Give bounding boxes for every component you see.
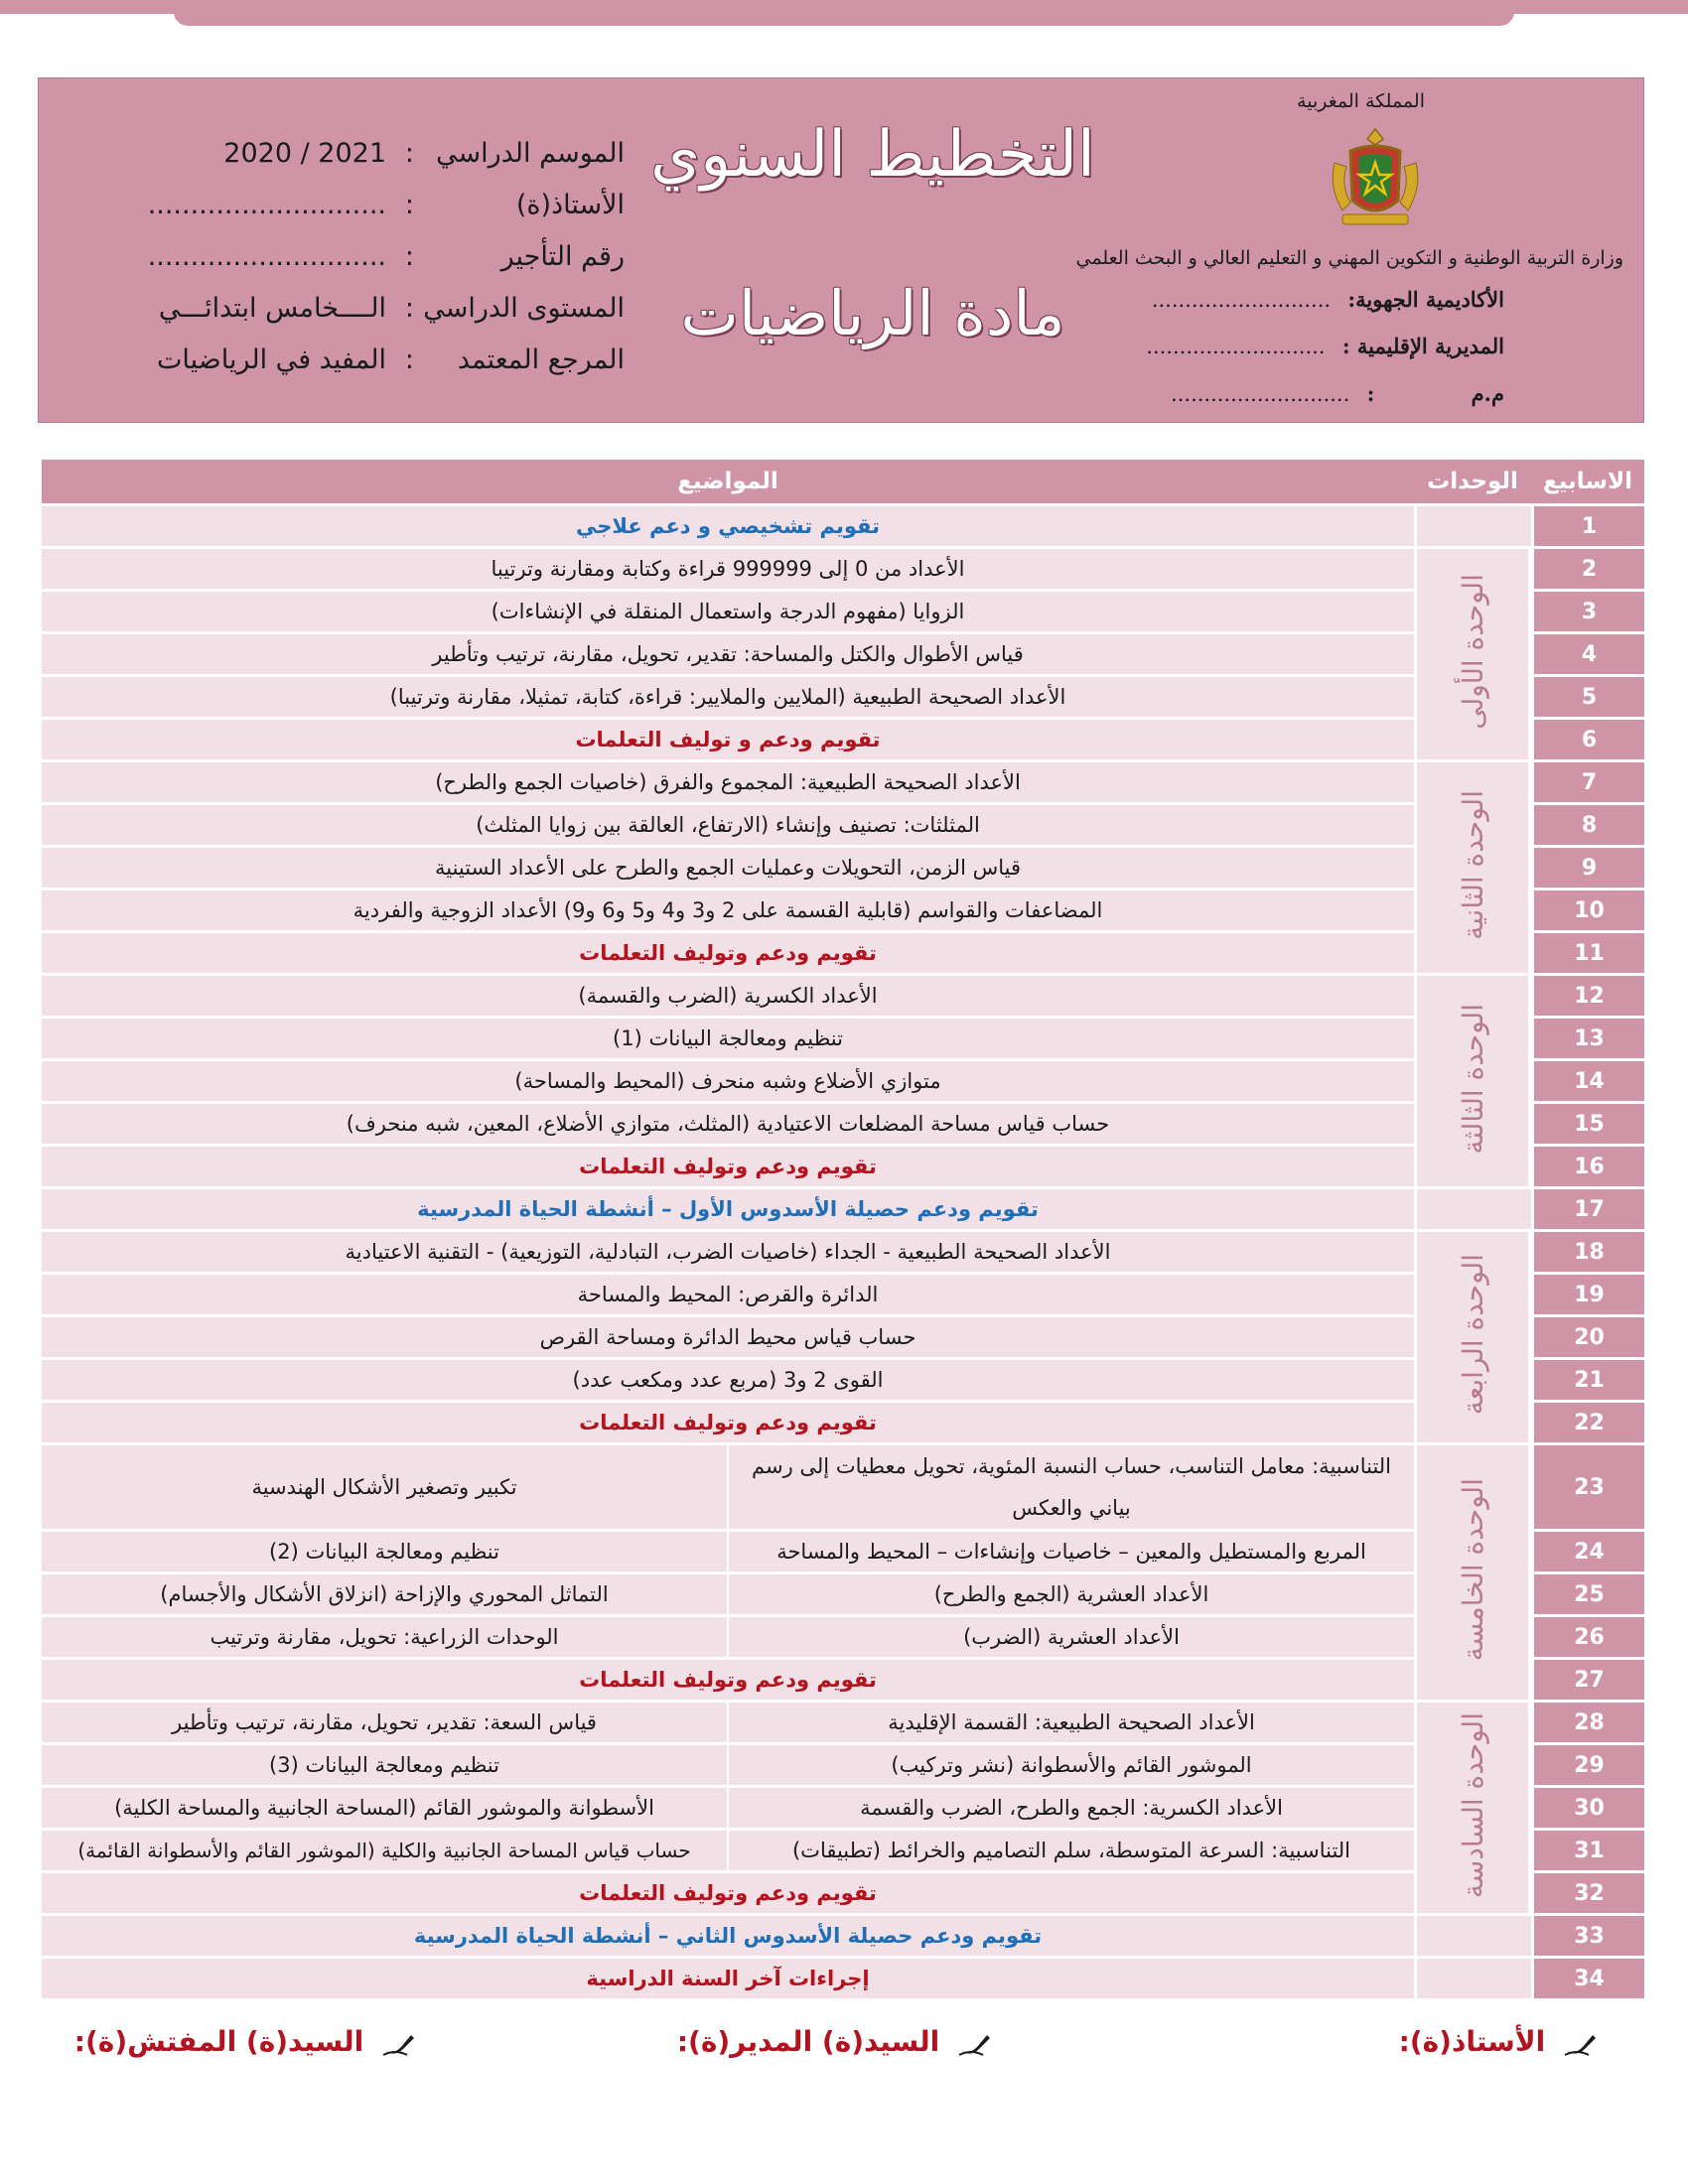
school-value: ...........................: [1171, 382, 1350, 406]
directorate-label: المديرية الإقليمية :: [1341, 334, 1504, 358]
topic-cell: تقويم ودعم وتوليف التعلمات: [42, 933, 1414, 973]
table-row: [42, 933, 1644, 973]
week-cell: 30: [1531, 1788, 1644, 1828]
week-cell: 11: [1531, 933, 1644, 973]
reg-label: رقم التأجير: [500, 241, 625, 272]
ref-label: المرجع المعتمد: [457, 344, 625, 375]
table-row: [42, 1916, 1644, 1956]
table-row: [42, 1660, 1644, 1700]
week-cell: 9: [1531, 848, 1644, 887]
colon: :: [404, 344, 414, 375]
week-cell: 27: [1531, 1660, 1644, 1700]
table-row: [42, 1019, 1644, 1058]
unit-label: الوحدة السادسة: [1456, 1711, 1489, 1899]
table-row: [42, 720, 1644, 759]
table-row: [42, 976, 1644, 1016]
unit-cell: [1414, 976, 1531, 1186]
pen-icon: [381, 2029, 417, 2057]
table-row: [42, 1788, 1644, 1828]
school-label: م.م: [1471, 381, 1504, 406]
unit-label: الوحدة الخامسة: [1456, 1478, 1489, 1662]
topic-cell-a: التناسبية: السرعة المتوسطة، سلم التصاميم والخرائط (تطبيقات): [727, 1831, 1414, 1870]
table-row: [42, 1403, 1644, 1442]
topic-cell: المثلثات: تصنيف وإنشاء (الارتفاع، العالقة بين زوايا المثلث): [42, 805, 1414, 845]
header-panel: [38, 77, 1644, 423]
level-label: المستوى الدراسي: [423, 293, 625, 324]
topic-cell: تقويم ودعم حصيلة الأسدوس الأول – أنشطة الحياة المدرسية: [42, 1189, 1414, 1229]
topic-cell: حساب قياس محيط الدائرة ومساحة القرص: [42, 1317, 1414, 1357]
inspector-signature: [74, 2025, 417, 2058]
ministry-label: وزارة التربية الوطنية و التكوين المهني و التعليم العالي و البحث العلمي: [1075, 247, 1623, 269]
topic-cell-a: الأعداد الكسرية: الجمع والطرح، الضرب والقسمة: [727, 1788, 1414, 1828]
week-cell: 4: [1531, 634, 1644, 674]
topic-cell: تقويم ودعم وتوليف التعلمات: [42, 1660, 1414, 1700]
topic-cell: تقويم ودعم حصيلة الأسدوس الثاني – أنشطة الحياة المدرسية: [42, 1916, 1414, 1956]
table-row: [42, 1574, 1644, 1614]
topic-cell-b: تكبير وتصغير الأشكال الهندسية: [42, 1445, 727, 1529]
topic-cell: المضاعفات والقواسم (قابلية القسمة على 2 و3 و4 و5 و6 و9) الأعداد الزوجية والفردية: [42, 890, 1414, 930]
topic-cell-b: حساب قياس المساحة الجانبية والكلية (الموشور القائم والأسطوانة القائمة): [42, 1831, 727, 1870]
topic-cell: تقويم ودعم و توليف التعلمات: [42, 720, 1414, 759]
page-title: التخطيط السنوي: [650, 118, 1095, 192]
planning-table-wrap: [42, 457, 1644, 2001]
unit-label: الوحدة الثانية: [1456, 790, 1489, 940]
unit-label: الوحدة الرابعة: [1456, 1254, 1489, 1416]
topic-cell: تنظيم ومعالجة البيانات (1): [42, 1019, 1414, 1058]
academy-value: ...........................: [1151, 288, 1332, 312]
table-header-row: [42, 460, 1644, 503]
topic-cell-b: قياس السعة: تقدير، تحويل، مقارنة، ترتيب وتأطير: [42, 1703, 727, 1742]
table-row: [42, 677, 1644, 717]
week-cell: 21: [1531, 1360, 1644, 1400]
col-weeks-header: الاسابيع: [1531, 460, 1644, 503]
unit-cell-empty: [1414, 506, 1531, 546]
week-cell: 1: [1531, 506, 1644, 546]
week-cell: 3: [1531, 592, 1644, 631]
unit-cell: [1414, 762, 1531, 973]
topic-cell-a: الأعداد الصحيحة الطبيعية: القسمة الإقليدية: [727, 1703, 1414, 1742]
topic-cell-a: التناسبية: معامل التناسب، حساب النسبة المئوية، تحويل معطيات إلى رسم بياني والعكس: [727, 1445, 1414, 1529]
table-row: [42, 1275, 1644, 1314]
week-cell: 32: [1531, 1873, 1644, 1913]
director-signature: [677, 2025, 993, 2058]
academy-row: [1152, 287, 1504, 312]
teacher-signature-label: الأستاذ(ة):: [1398, 2025, 1546, 2058]
colon: :: [404, 190, 414, 220]
topic-cell-a: الموشور القائم والأسطوانة (نشر وتركيب): [727, 1745, 1414, 1785]
week-cell: 12: [1531, 976, 1644, 1016]
week-cell: 6: [1531, 720, 1644, 759]
topic-cell: تقويم تشخيصي و دعم علاجي: [42, 506, 1414, 546]
school-colon: :: [1366, 381, 1375, 406]
table-row: [42, 634, 1644, 674]
teacher-value: ............................: [147, 190, 386, 220]
week-cell: 13: [1531, 1019, 1644, 1058]
topic-cell: تقويم ودعم وتوليف التعلمات: [42, 1873, 1414, 1913]
table-row: [42, 848, 1644, 887]
teacher-row: [108, 180, 625, 231]
topic-cell: الأعداد الصحيحة الطبيعية (الملايين والملايير: قراءة، كتابة، تمثيلا، مقارنة وترتيبا): [42, 677, 1414, 717]
coat-of-arms-icon: [1321, 123, 1430, 232]
unit-cell: [1414, 1445, 1531, 1700]
unit-cell: [1414, 1703, 1531, 1913]
topic-cell: تقويم ودعم وتوليف التعلمات: [42, 1147, 1414, 1186]
pen-icon: [957, 2029, 993, 2057]
table-row: [42, 1873, 1644, 1913]
week-cell: 18: [1531, 1232, 1644, 1272]
subject-title: مادة الرياضيات: [680, 277, 1065, 349]
season-label: الموسم الدراسي: [435, 138, 625, 169]
table-row: [42, 1232, 1644, 1272]
table-row: [42, 1959, 1644, 1998]
academy-label: الأكاديمية الجهوية:: [1347, 287, 1504, 312]
topic-cell: الزوايا (مفهوم الدرجة واستعمال المنقلة في الإنشاءات): [42, 592, 1414, 631]
topic-cell-b: التماثل المحوري والإزاحة (انزلاق الأشكال والأجسام): [42, 1574, 727, 1614]
top-decoration: [174, 0, 1514, 26]
planning-table: [42, 457, 1644, 2001]
table-row: [42, 1104, 1644, 1144]
topic-cell: قياس الأطوال والكتل والمساحة: تقدير، تحويل، مقارنة، ترتيب وتأطير: [42, 634, 1414, 674]
table-row: [42, 1445, 1644, 1529]
unit-cell-empty: [1414, 1189, 1531, 1229]
directorate-row: [1146, 334, 1504, 358]
week-cell: 19: [1531, 1275, 1644, 1314]
week-cell: 8: [1531, 805, 1644, 845]
ref-value: المفيد في الرياضيات: [157, 344, 386, 375]
reg-row: [108, 231, 625, 283]
topic-cell-a: الأعداد العشرية (الضرب): [727, 1617, 1414, 1657]
topic-cell-a: المربع والمستطيل والمعين – خاصيات وإنشاءات – المحيط والمساحة: [727, 1532, 1414, 1571]
week-cell: 14: [1531, 1061, 1644, 1101]
table-row: [42, 1147, 1644, 1186]
info-block: [108, 128, 625, 386]
signature-footer: [0, 2025, 1688, 2085]
topic-cell: الأعداد الصحيحة الطبيعية: المجموع والفرق (خاصيات الجمع والطرح): [42, 762, 1414, 802]
table-row: [42, 1831, 1644, 1870]
school-row: [1171, 381, 1504, 406]
week-cell: 17: [1531, 1189, 1644, 1229]
week-cell: 28: [1531, 1703, 1644, 1742]
topic-cell-b: الوحدات الزراعية: تحويل، مقارنة وترتيب: [42, 1617, 727, 1657]
week-cell: 7: [1531, 762, 1644, 802]
level-value: الــــخامس ابتدائـــي: [158, 293, 386, 324]
week-cell: 34: [1531, 1959, 1644, 1998]
pen-icon: [1563, 2029, 1599, 2057]
topic-cell-a: الأعداد العشرية (الجمع والطرح): [727, 1574, 1414, 1614]
topic-cell-b: تنظيم ومعالجة البيانات (3): [42, 1745, 727, 1785]
week-cell: 26: [1531, 1617, 1644, 1657]
table-row: [42, 506, 1644, 546]
topic-cell: حساب قياس مساحة المضلعات الاعتيادية (المثلث، متوازي الأضلاع، المعين، شبه منحرف): [42, 1104, 1414, 1144]
ref-row: [108, 335, 625, 386]
table-row: [42, 1061, 1644, 1101]
unit-cell: [1414, 549, 1531, 759]
table-row: [42, 890, 1644, 930]
topic-cell: قياس الزمن، التحويلات وعمليات الجمع والطرح على الأعداد الستينية: [42, 848, 1414, 887]
directorate-value: ...........................: [1146, 335, 1326, 358]
topic-cell: الأعداد من 0 إلى 999999 قراءة وكتابة ومقارنة وترتيبا: [42, 549, 1414, 589]
week-cell: 5: [1531, 677, 1644, 717]
table-row: [42, 549, 1644, 589]
table-row: [42, 592, 1644, 631]
unit-cell-empty: [1414, 1916, 1531, 1956]
topic-cell-b: تنظيم ومعالجة البيانات (2): [42, 1532, 727, 1571]
director-signature-label: السيد(ة) المدير(ة):: [676, 2025, 940, 2058]
table-row: [42, 1745, 1644, 1785]
table-row: [42, 762, 1644, 802]
inspector-signature-label: السيد(ة) المفتش(ة):: [73, 2025, 364, 2058]
unit-label: الوحدة الثالثة: [1456, 1003, 1489, 1155]
table-row: [42, 805, 1644, 845]
season-row: [108, 128, 625, 180]
topic-cell: تقويم ودعم وتوليف التعلمات: [42, 1403, 1414, 1442]
topic-cell: الأعداد الصحيحة الطبيعية - الجداء (خاصيات الضرب، التبادلية، التوزيعية) - التقنية الاعتيادية: [42, 1232, 1414, 1272]
kingdom-label: المملكة المغربية: [1297, 90, 1425, 112]
week-cell: 25: [1531, 1574, 1644, 1614]
table-row: [42, 1317, 1644, 1357]
level-row: [108, 283, 625, 335]
topic-cell: الأعداد الكسرية (الضرب والقسمة): [42, 976, 1414, 1016]
table-row: [42, 1532, 1644, 1571]
week-cell: 16: [1531, 1147, 1644, 1186]
col-topics-header: المواضيع: [42, 460, 1414, 503]
week-cell: 15: [1531, 1104, 1644, 1144]
week-cell: 20: [1531, 1317, 1644, 1357]
unit-label: الوحدة الأولى: [1456, 574, 1489, 730]
week-cell: 31: [1531, 1831, 1644, 1870]
teacher-signature: [1399, 2025, 1599, 2058]
topic-cell: متوازي الأضلاع وشبه منحرف (المحيط والمساحة): [42, 1061, 1414, 1101]
topic-cell: الدائرة والقرص: المحيط والمساحة: [42, 1275, 1414, 1314]
season-value: 2021 / 2020: [223, 138, 386, 169]
reg-value: ............................: [147, 241, 386, 272]
week-cell: 24: [1531, 1532, 1644, 1571]
topic-cell-b: الأسطوانة والموشور القائم (المساحة الجانبية والمساحة الكلية): [42, 1788, 727, 1828]
colon: :: [404, 241, 414, 272]
topic-cell: إجراءات آخر السنة الدراسية: [42, 1959, 1414, 1998]
week-cell: 29: [1531, 1745, 1644, 1785]
table-row: [42, 1617, 1644, 1657]
week-cell: 23: [1531, 1445, 1644, 1529]
week-cell: 2: [1531, 549, 1644, 589]
unit-cell: [1414, 1232, 1531, 1442]
col-units-header: الوحدات: [1414, 460, 1531, 503]
unit-cell-empty: [1414, 1959, 1531, 1998]
topic-cell: القوى 2 و3 (مربع عدد ومكعب عدد): [42, 1360, 1414, 1400]
week-cell: 10: [1531, 890, 1644, 930]
table-row: [42, 1360, 1644, 1400]
week-cell: 22: [1531, 1403, 1644, 1442]
table-row: [42, 1703, 1644, 1742]
week-cell: 33: [1531, 1916, 1644, 1956]
table-row: [42, 1189, 1644, 1229]
colon: :: [404, 293, 414, 324]
colon: :: [404, 138, 414, 169]
teacher-label: الأستاذ(ة): [515, 190, 625, 220]
